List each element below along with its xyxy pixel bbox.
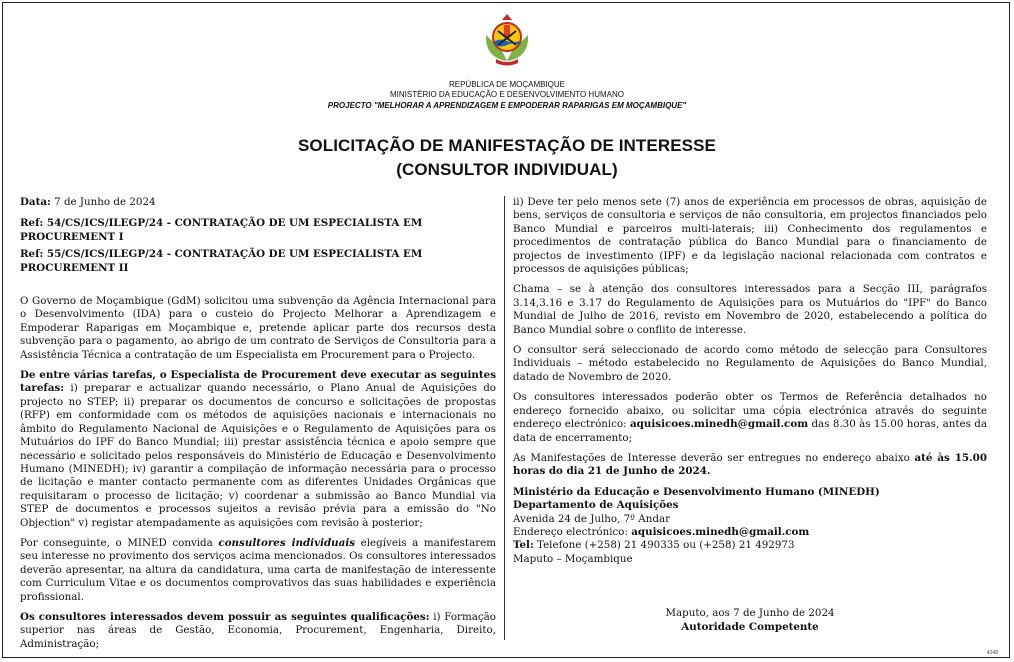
left-column: [20, 196, 496, 658]
right-column: [513, 196, 987, 566]
address-email-line: [513, 526, 987, 539]
header-country: REPÚBLICA DE MOÇAMBIQUE: [448, 80, 566, 89]
intro-paragraph: O Governo de Moçambique (GdM) solicitou uma subvenção da Agência Internacional para o Desenvolvimento (IDA) para o custeio do Projecto Melhorar a Aprendizagem e Empoderar Raparigas em Moçambique e, pretende aplicar parte dos recursos desta subvenção para o pagamento, ao abrigo de um contrato de Serviços de Consultoria para a Assistência Técnica a contratação de um Especialista em Procurement para o Projecto.: [20, 295, 496, 361]
tasks-heading: De entre várias tarefas, o Especialista de Procurement deve executar as seguintes tarefas:: [20, 369, 496, 395]
invitation-text-b: elegíveis a manifestarem seu interesse no provimento dos serviços acima mencionados. Os consultores interessados deverão apresentar, na altura da candidatura, uma carta de manifestação de interessente com Curriculum Vitae e os documentos comprovativos das suas habilidades e experiência profissional.: [20, 536, 496, 603]
tor-text-a: Os consultores interessados poderão obter os Termos de Referência detalhados no endereço fornecido abaixo, ou solicitar uma cópia electrónica através do seguinte endereço electrónico:: [513, 391, 987, 431]
address-dept: Departamento de Aquisições: [513, 499, 679, 512]
signature-place-date: Maputo, aos 7 de Junho de 2024: [665, 607, 835, 619]
conflict-paragraph: Chama – se à atenção dos consultores interessados para a Secção III, parágrafos 3.14,3.16 e 3.17 do Regulamento de Aquisições para os Mutuários do "IPF" do Banco Mundial de Julho de 2016, revisto em Novembro de 2020, estabelecendo a política do Banco Mundial sobre o conflito de interesse.: [513, 283, 987, 336]
reference-2-text: Ref: 55/CS/ICS/ILEGP/24 - CONTRATAÇÃO DE UM ESPECIALISTA EM PROCUREMENT II: [20, 248, 423, 274]
page-title: SOLICITAÇÃO DE MANIFESTAÇÃO DE INTERESSE: [297, 136, 716, 155]
qualifications-paragraph: [20, 611, 496, 651]
date-line: [20, 196, 496, 209]
address-street: Avenida 24 de Julho, 7º Andar: [513, 512, 671, 525]
deadline-date: até às 15.00 horas do dia 21 de Junho de 2024.: [513, 451, 987, 478]
header-ministry: MINISTÉRIO DA EDUCAÇÃO E DESENVOLVIMENTO HUMANO: [390, 90, 624, 99]
selection-paragraph: O consultor será seleccionado de acordo como método de selecção para Consultores Individuais – método estabelecido no Regulamento de Aquisições do Banco Mundial, datado de Novembro de 2020.: [513, 344, 987, 383]
reference-2: [20, 248, 496, 275]
invitation-emphasis: consultores individuais: [218, 536, 356, 549]
qualifications-heading: Os consultores interessados devem possuir as seguintes qualificações:: [20, 610, 430, 623]
address-email[interactable]: aquisicoes.minedh@gmail.com: [631, 525, 810, 538]
tor-text-b: das 8.30 às 15.00 horas, antes da data de encerramento;: [513, 418, 987, 444]
national-emblem-icon: [482, 11, 532, 67]
header-project: PROJECTO "MELHORAR A APRENDIZAGEM E EMPODERAR RAPARIGAS EM MOÇAMBIQUE": [327, 101, 687, 110]
qualifications-text: i) Formação superior nas áreas de Gestão, Economia, Procurement, Engenharia, Direito, Administração;: [20, 610, 496, 650]
address-tel: Telefone (+258) 21 490335 ou (+258) 21 492973: [533, 539, 795, 552]
reference-1-text: Ref: 54/CS/ICS/ILEGP/24 - CONTRATAÇÃO DE UM ESPECIALISTA EM PROCUREMENT I: [20, 217, 423, 243]
column-divider: [504, 196, 505, 640]
deadline-text: As Manifestações de Interesse deverão ser entregues no endereço abaixo: [513, 451, 915, 464]
address-tel-label: Tel:: [513, 539, 534, 552]
invitation-paragraph: [20, 537, 496, 604]
date-value: 7 de Junho de 2024: [50, 196, 156, 208]
tasks-paragraph: [20, 369, 496, 530]
address-block: [513, 486, 987, 566]
tor-paragraph: [513, 391, 987, 445]
signature-block: [513, 606, 987, 634]
footer-code: 4248: [986, 650, 998, 656]
invitation-text-a: Por conseguinte, o MINED convida: [20, 536, 219, 549]
reference-1: [20, 217, 496, 244]
date-label: Data:: [20, 196, 51, 208]
page-subtitle: (CONSULTOR INDIVIDUAL): [396, 160, 618, 179]
address-email-label: Endereço electrónico:: [513, 525, 632, 538]
address-city: Maputo – Moçambique: [513, 552, 633, 565]
signature-authority: Autoridade Competente: [681, 621, 819, 633]
address-org: Ministério da Educação e Desenvolvimento Humano (MINEDH): [513, 485, 880, 498]
address-tel-line: [513, 539, 987, 552]
deadline-paragraph: [513, 452, 987, 479]
tor-email[interactable]: aquisicoes.minedh@gmail.com: [630, 418, 809, 431]
experience-paragraph: ii) Deve ter pelo menos sete (7) anos de experiência em processos de obras, aquisição de bens, serviços de consultoria e serviços de não consultoria, em projectos financiados pelo Banco Mundial e parceiros multi-laterais; iii) Conhecimento dos regulamentos e procedimentos de contratação pública do Banco Mundial para o financiamento de projectos de investimento (IPF) e da legislação nacional relacionada com contratos e processos de aquisições públicas;: [513, 196, 987, 276]
tasks-text: i) preparar e actualizar quando necessário, o Plano Anual de Aquisições do projecto no STEP; ii) preparar os documentos de concurso e solicitações de propostas (RFP) em conformidade com os métodos de aquisições nacionais e internacionais no âmbito do Regulamento Nacional de Aquisições e o Regulamento de Aquisições para os Mutuários do IPF do Banco Mundial; iii) prestar assistência técnica e apoio sempre que necessário e solicitado pelos responsáveis do Ministério de Educação e Desenvolvimento Humano (MINEDH); iv) garantir a compilação de informação necessária para o processo de licitação e manter contacto permanente com as diferentes Unidades Orgânicas que requisitaram o processo de licitação; v) coordenar a submissão ao Banco Mundial via STEP de documentos e processos sujeitos a revisão prévia para a emissão do "No Objection" v) registar atempadamente as aquisições com revisão à posterior;: [20, 382, 496, 529]
